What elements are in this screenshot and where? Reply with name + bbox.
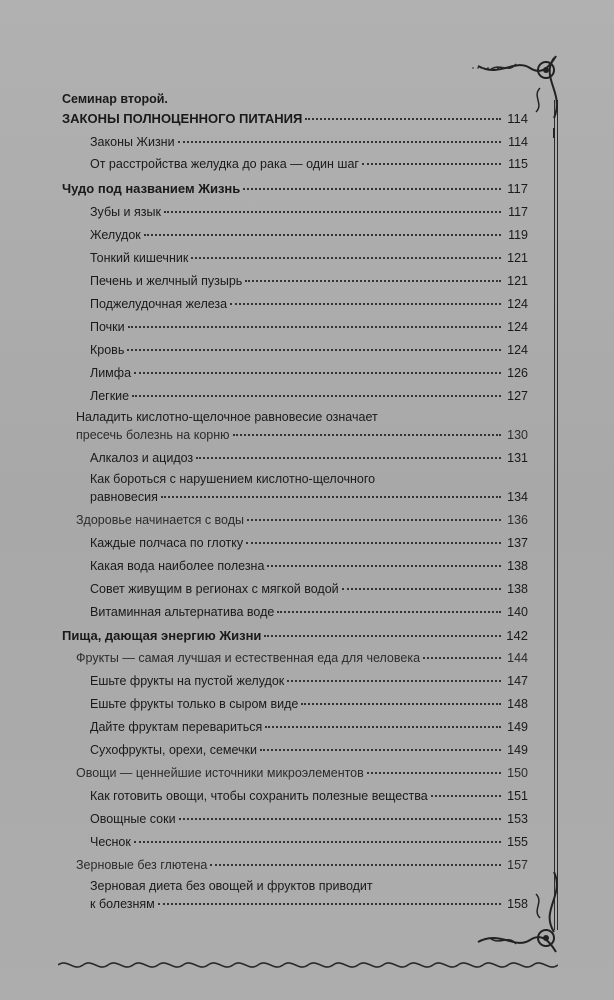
toc-entry-title: Поджелудочная железа xyxy=(90,297,228,311)
toc-entry xyxy=(62,111,528,126)
toc-entry xyxy=(90,743,528,758)
toc-page-number: 149 xyxy=(507,743,528,757)
leader-dots xyxy=(342,588,501,590)
toc-entry-title: Печень и желчный пузырь xyxy=(90,274,243,288)
toc-entry-title: Лимфа xyxy=(90,366,132,380)
toc-entry-title-line1: Как бороться с нарушением кислотно-щелочного xyxy=(90,472,376,486)
toc-entry xyxy=(90,343,528,358)
leader-dots xyxy=(264,635,501,637)
leader-dots xyxy=(191,257,501,259)
toc-entry xyxy=(76,651,528,666)
leader-dots xyxy=(265,726,501,728)
leader-dots xyxy=(362,163,501,165)
toc-page-number: 140 xyxy=(507,605,528,619)
toc-entry-title: Ешьте фрукты на пустой желудок xyxy=(90,674,285,688)
toc-page-number: 148 xyxy=(507,697,528,711)
toc-page-number: 147 xyxy=(507,674,528,688)
toc-page-number: 134 xyxy=(507,490,528,504)
toc-entry-title: Легкие xyxy=(90,389,130,403)
leader-dots xyxy=(161,496,501,498)
toc-entry-title: Законы Жизни xyxy=(90,135,175,149)
leader-dots xyxy=(243,188,501,190)
leader-dots xyxy=(260,749,501,751)
toc-page-number: 150 xyxy=(507,766,528,780)
leader-dots xyxy=(127,349,501,351)
toc-page-number: 115 xyxy=(508,157,528,171)
leader-dots xyxy=(144,234,501,236)
toc-page-number: 127 xyxy=(507,389,528,403)
leader-dots xyxy=(210,864,501,866)
toc-entry xyxy=(76,766,528,781)
toc-page-number: 130 xyxy=(507,428,528,442)
toc-page-number: 121 xyxy=(507,251,528,265)
toc-page-number: 138 xyxy=(507,582,528,596)
toc-page-number: 117 xyxy=(508,205,528,219)
leader-dots xyxy=(233,434,501,436)
leader-dots xyxy=(431,795,501,797)
leader-dots xyxy=(277,611,501,613)
toc-page-number: 121 xyxy=(507,274,528,288)
toc-entry xyxy=(76,428,528,443)
toc-entry xyxy=(62,628,528,643)
toc-entry-title: Сухофрукты, орехи, семечки xyxy=(90,743,258,757)
toc-entry-title: Почки xyxy=(90,320,125,334)
toc-entry-title: Пища, дающая энергию Жизни xyxy=(62,628,262,643)
toc-entry xyxy=(90,582,528,597)
toc-entry-title-line1: Наладить кислотно-щелочное равновесие означает xyxy=(76,410,378,424)
toc-entry-title: Чеснок xyxy=(90,835,131,849)
toc-entry xyxy=(90,389,528,404)
toc-entry xyxy=(90,697,528,712)
toc-entry-title: Каждые полчаса по глотку xyxy=(90,536,244,550)
toc-page-number: 126 xyxy=(507,366,528,380)
leader-dots xyxy=(230,303,501,305)
leader-dots xyxy=(267,565,501,567)
toc-entry xyxy=(90,157,528,172)
leader-dots xyxy=(247,519,501,521)
toc-entry-title: Желудок xyxy=(90,228,141,242)
leader-dots xyxy=(158,903,501,905)
toc-page-number: 153 xyxy=(507,812,528,826)
toc-entry-title: ЗАКОНЫ ПОЛНОЦЕННОГО ПИТАНИЯ xyxy=(62,111,303,126)
toc-page-number: 157 xyxy=(507,858,528,872)
toc-entry xyxy=(90,228,528,243)
leader-dots xyxy=(128,326,501,328)
toc-page-number: 151 xyxy=(507,789,528,803)
toc-entry-title: Витаминная альтернатива воде xyxy=(90,605,275,619)
toc-page-number: 119 xyxy=(508,228,528,242)
leader-dots xyxy=(134,841,501,843)
toc-page-number: 138 xyxy=(507,559,528,573)
leader-dots xyxy=(245,280,501,282)
toc-entry xyxy=(90,451,528,466)
leader-dots xyxy=(164,211,501,213)
toc-entry-title: Алкалоз и ацидоз xyxy=(90,451,194,465)
leader-dots xyxy=(367,772,501,774)
leader-dots xyxy=(132,395,501,397)
seminar-heading: Семинар второй. xyxy=(62,92,168,106)
toc-entry-title: От расстройства желудка до рака — один шаг xyxy=(90,157,359,171)
leader-dots xyxy=(196,457,501,459)
toc-entry-title: Овощи — ценнейшие источники микроэлементов xyxy=(76,766,364,780)
leader-dots xyxy=(179,818,501,820)
toc-page-number: 124 xyxy=(507,320,528,334)
toc-entry xyxy=(90,135,528,150)
toc-entry xyxy=(90,251,528,266)
toc-entry-title: равновесия xyxy=(90,490,158,504)
toc-page-number: 137 xyxy=(507,536,528,550)
toc-page-number: 124 xyxy=(507,343,528,357)
toc-page-number: 117 xyxy=(507,181,528,196)
toc-entry xyxy=(90,789,528,804)
toc-entry-title: Дайте фруктам перевариться xyxy=(90,720,263,734)
leader-dots xyxy=(246,542,501,544)
toc-entry xyxy=(90,366,528,381)
leader-dots xyxy=(287,680,501,682)
toc-entry-title: Зубы и язык xyxy=(90,205,161,219)
leader-dots xyxy=(305,118,501,120)
toc-entry xyxy=(90,490,528,505)
toc-page-number: 114 xyxy=(508,135,528,149)
toc-page-number: 144 xyxy=(507,651,528,665)
toc-entry xyxy=(76,858,528,873)
leader-dots xyxy=(178,141,501,143)
toc-entry xyxy=(90,674,528,689)
toc-page-number: 155 xyxy=(507,835,528,849)
toc-page-number: 114 xyxy=(507,111,528,126)
toc-entry xyxy=(90,320,528,335)
leader-dots xyxy=(423,657,501,659)
toc-entry-title: пресечь болезнь на корню xyxy=(76,428,230,442)
toc-entry-title: Чудо под названием Жизнь xyxy=(62,181,241,196)
toc-entry-title: Как готовить овощи, чтобы сохранить полезные вещества xyxy=(90,789,428,803)
toc-entry-title: Здоровье начинается с воды xyxy=(76,513,244,527)
toc-entry-title: Ешьте фрукты только в сыром виде xyxy=(90,697,299,711)
toc-entry-title: Кровь xyxy=(90,343,125,357)
toc-entry xyxy=(90,720,528,735)
toc-entry xyxy=(90,205,528,220)
toc-page-number: 158 xyxy=(507,897,528,911)
toc-page-number: 142 xyxy=(506,628,528,643)
toc-page-number: 136 xyxy=(507,513,528,527)
toc-entry xyxy=(76,513,528,528)
toc-entry xyxy=(90,536,528,551)
toc-entry-title: к болезням xyxy=(90,897,155,911)
toc-page-number: 131 xyxy=(507,451,528,465)
leader-dots xyxy=(301,703,501,705)
toc-entry-title: Совет живущим в регионах с мягкой водой xyxy=(90,582,339,596)
toc-entry xyxy=(90,559,528,574)
toc-entry-title: Овощные соки xyxy=(90,812,176,826)
toc-entry-title: Фрукты — самая лучшая и естественная еда для человека xyxy=(76,651,421,665)
toc-entry-title: Зерновые без глютена xyxy=(76,858,208,872)
toc-entry xyxy=(90,897,528,912)
toc-entry xyxy=(90,835,528,850)
toc-entry-title-line1: Зерновая диета без овощей и фруктов приводит xyxy=(90,879,373,893)
toc-entry xyxy=(90,297,528,312)
toc-entry-title: Тонкий кишечник xyxy=(90,251,189,265)
leader-dots xyxy=(134,372,501,374)
toc-entry xyxy=(90,605,528,620)
toc-entry xyxy=(90,274,528,289)
toc-entry xyxy=(62,181,528,196)
toc-page-number: 124 xyxy=(507,297,528,311)
toc-page-number: 149 xyxy=(507,720,528,734)
toc-entry-title: Какая вода наиболее полезна xyxy=(90,559,265,573)
toc-entry xyxy=(90,812,528,827)
